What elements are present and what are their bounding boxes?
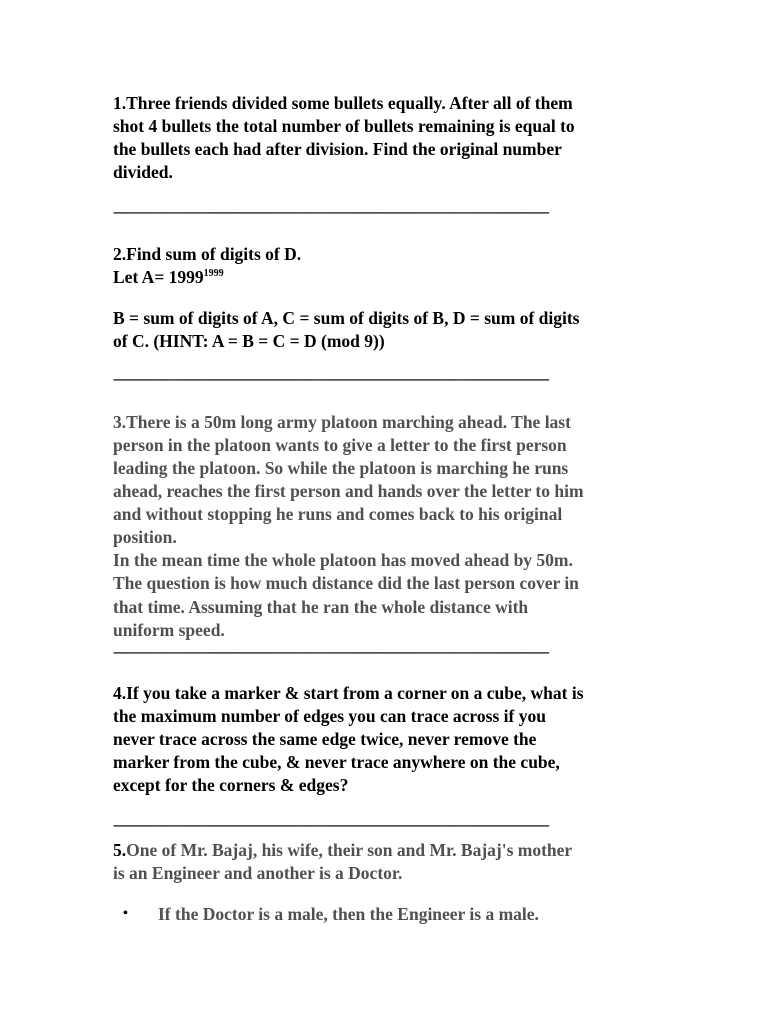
q2-let-prefix: Let A= 1999: [113, 267, 204, 287]
q5-line-1: [113, 840, 572, 860]
q3-line-6: position.: [113, 527, 177, 547]
separator-1: ----------------------------------------------------------------------------------------------------------------------------: [113, 206, 549, 220]
separator-3: ----------------------------------------------------------------------------------------------------------------------------: [113, 646, 549, 660]
q3-line-8: The question is how much distance did the last person cover in: [113, 573, 579, 593]
separator-4: ----------------------------------------------------------------------------------------------------------------------------: [113, 819, 549, 833]
q2-let-line: [113, 267, 224, 287]
q3-line-1: 3.There is a 50m long army platoon marching ahead. The last: [113, 412, 571, 432]
q5-line-1-text: One of Mr. Bajaj, his wife, their son and Mr. Bajaj's mother: [126, 840, 573, 860]
q5-number: 5.: [113, 840, 127, 860]
q3-line-9: that time. Assuming that he ran the whole distance with: [113, 597, 529, 617]
q3-line-4: ahead, reaches the first person and hands over the letter to him: [113, 481, 584, 501]
q1-line-2: shot 4 bullets the total number of bullets remaining is equal to: [113, 116, 575, 136]
separator-2: ----------------------------------------------------------------------------------------------------------------------------: [113, 373, 549, 387]
q1-line-3: the bullets each had after division. Find the original number: [113, 139, 562, 159]
q5-line-2: is an Engineer and another is a Doctor.: [113, 863, 403, 883]
q4-line-5: except for the corners & edges?: [113, 775, 349, 795]
bullet-icon: •: [123, 906, 128, 921]
q2-heading: 2.Find sum of digits of D.: [113, 244, 302, 264]
q2-line-2: of C. (HINT: A = B = C = D (mod 9)): [113, 331, 385, 351]
q4-line-2: the maximum number of edges you can trace across if you: [113, 706, 546, 726]
q1-line-1: 1.Three friends divided some bullets equally. After all of them: [113, 93, 573, 113]
q4-line-3: never trace across the same edge twice, never remove the: [113, 729, 537, 749]
q2-let-exponent: 1999: [203, 268, 224, 279]
q2-line-1: B = sum of digits of A, C = sum of digits of B, D = sum of digits: [113, 308, 580, 328]
q3-line-7: In the mean time the whole platoon has moved ahead by 50m.: [113, 550, 573, 570]
q4-line-1: 4.If you take a marker & start from a corner on a cube, what is: [113, 683, 584, 703]
q3-line-3: leading the platoon. So while the platoon is marching he runs: [113, 458, 569, 478]
q1-line-4: divided.: [113, 162, 173, 182]
q4-line-4: marker from the cube, & never trace anywhere on the cube,: [113, 752, 560, 772]
q3-line-2: person in the platoon wants to give a letter to the first person: [113, 435, 567, 455]
q3-line-10: uniform speed.: [113, 620, 225, 640]
q3-line-5: and without stopping he runs and comes back to his original: [113, 504, 563, 524]
q5-bullet-text: If the Doctor is a male, then the Engineer is a male.: [158, 904, 539, 924]
